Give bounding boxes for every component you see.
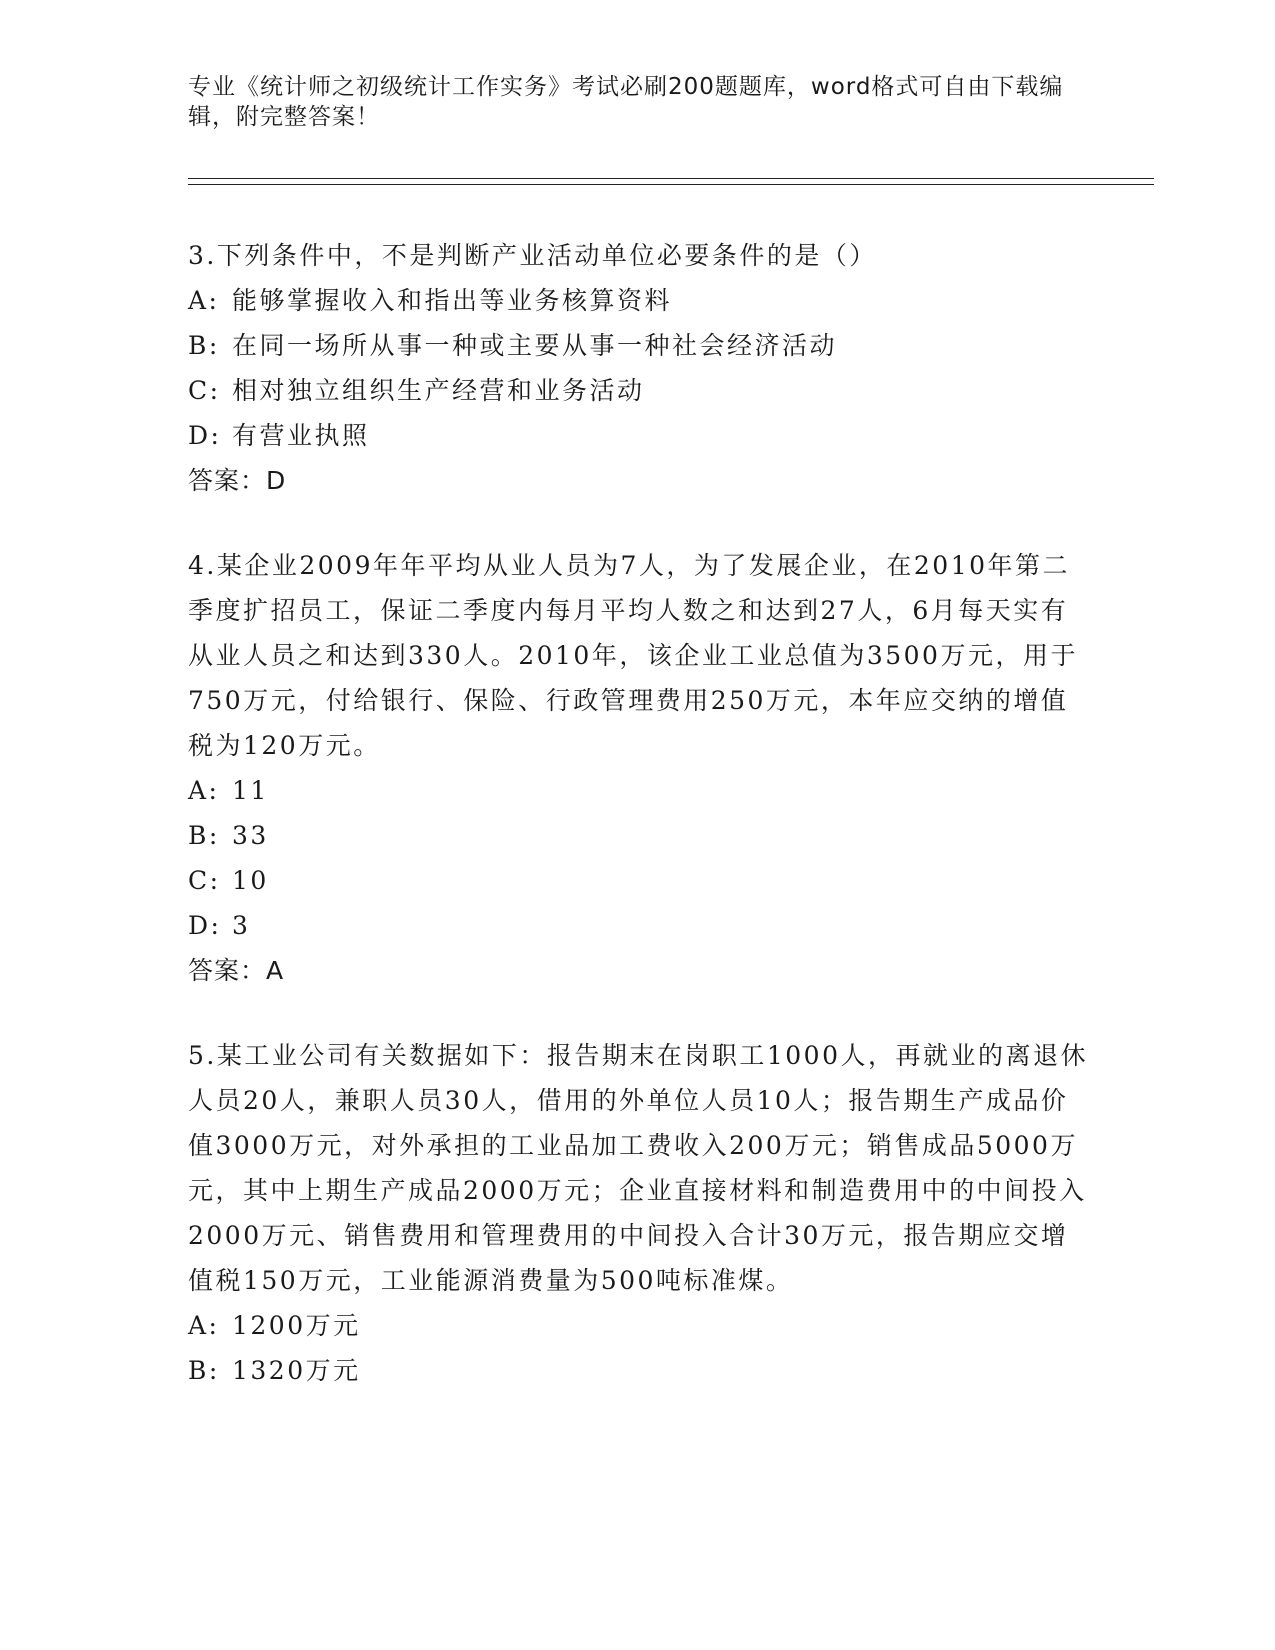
option-a [188, 768, 1088, 813]
question-4 [188, 543, 1088, 993]
option-c [188, 368, 1088, 413]
option-b [188, 1348, 1088, 1393]
question-stem: 4.某企业2009年年平均从业人员为7人，为了发展企业，在2010年第二季度扩招员工，保证二季度内每月平均人数之和达到27人，6月每天实有从业人员之和达到330人。2010年，该企业工业总值为3500万元，用于750万元，付给银行、保险、行政管理费用250万元，本年应交纳的增值税为120万元。 [188, 551, 1078, 760]
option-text: 1200万元 [232, 1311, 361, 1340]
option-label: D: [188, 421, 222, 450]
option-b [188, 323, 1088, 368]
option-text: 相对独立组织生产经营和业务活动 [232, 376, 645, 405]
question-stem: 3.下列条件中，不是判断产业活动单位必要条件的是（） [188, 241, 877, 270]
option-b [188, 813, 1088, 858]
option-a [188, 1303, 1088, 1348]
option-label: A: [188, 286, 220, 315]
option-label: B: [188, 1356, 220, 1385]
option-label: D: [188, 911, 222, 940]
option-text: 能够掌握收入和指出等业务核算资料 [232, 286, 673, 315]
option-a [188, 278, 1088, 323]
option-text: 10 [232, 866, 269, 895]
option-label: A: [188, 1311, 220, 1340]
option-text: 3 [232, 911, 251, 940]
option-text: 有营业执照 [232, 421, 370, 450]
option-d [188, 903, 1088, 948]
option-text: 1320万元 [232, 1356, 361, 1385]
option-label: A: [188, 776, 220, 805]
option-text: 在同一场所从事一种或主要从事一种社会经济活动 [232, 331, 838, 360]
option-text: 11 [232, 776, 269, 805]
header-text: 专业《统计师之初级统计工作实务》考试必刷200题题库，word格式可自由下载编辑，附完整答案！ [188, 74, 1064, 130]
option-d [188, 413, 1088, 458]
option-c [188, 858, 1088, 903]
question-5 [188, 1033, 1088, 1393]
option-text: 33 [232, 821, 269, 850]
header-divider [188, 178, 1154, 185]
question-3 [188, 233, 1088, 503]
option-label: C: [188, 866, 221, 895]
question-list [188, 233, 1088, 1393]
question-stem: 5.某工业公司有关数据如下：报告期末在岗职工1000人，再就业的离退休人员20人，兼职人员30人，借用的外单位人员10人；报告期生产成品价值3000万元，对外承担的工业品加工费收入200万元；销售成品5000万元，其中上期生产成品2000万元；企业直接材料和制造费用中的中间投入2000万元、销售费用和管理费用的中间投入合计30万元，报告期应交增值税150万元，工业能源消费量为500吨标准煤。 [188, 1041, 1088, 1295]
option-label: B: [188, 331, 220, 360]
answer-text: 答案：A [188, 956, 285, 985]
document-header [188, 72, 1078, 132]
option-label: B: [188, 821, 220, 850]
answer-text: 答案：D [188, 466, 287, 495]
option-label: C: [188, 376, 221, 405]
